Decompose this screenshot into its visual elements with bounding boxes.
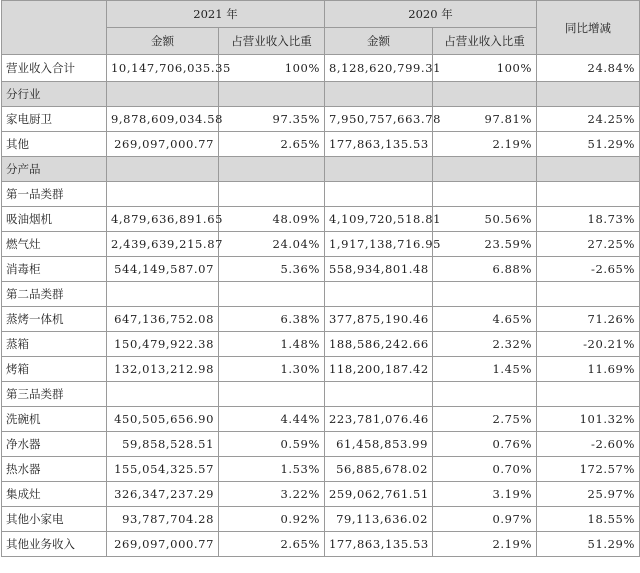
amount-2020-cell: 8,128,620,799.31	[325, 55, 433, 82]
amount-2021-cell: 269,097,000.77	[107, 132, 219, 157]
row-label: 家电厨卫	[2, 107, 107, 132]
amount-2020-cell	[325, 82, 433, 107]
share-2020-cell	[433, 382, 537, 407]
share-2020-cell: 100%	[433, 55, 537, 82]
amount-2020-cell: 4,109,720,518.81	[325, 207, 433, 232]
section-row	[2, 157, 640, 182]
header-yoy: 同比增减	[537, 1, 640, 55]
amount-2020-cell: 177,863,135.53	[325, 132, 433, 157]
table-row	[2, 307, 640, 332]
row-label: 其他	[2, 132, 107, 157]
share-2021-cell: 48.09%	[219, 207, 325, 232]
amount-2021-cell: 9,878,609,034.58	[107, 107, 219, 132]
amount-2021-cell	[107, 157, 219, 182]
amount-2020-cell: 7,950,757,663.78	[325, 107, 433, 132]
share-2020-cell: 0.76%	[433, 432, 537, 457]
share-2020-cell: 2.32%	[433, 332, 537, 357]
amount-2020-cell: 188,586,242.66	[325, 332, 433, 357]
share-2021-cell: 3.22%	[219, 482, 325, 507]
amount-2021-cell: 59,858,528.51	[107, 432, 219, 457]
share-2021-cell: 2.65%	[219, 532, 325, 557]
amount-2021-cell	[107, 82, 219, 107]
amount-2020-cell	[325, 382, 433, 407]
row-label: 分行业	[2, 82, 107, 107]
row-label: 其他业务收入	[2, 532, 107, 557]
share-2021-cell: 6.38%	[219, 307, 325, 332]
row-label: 其他小家电	[2, 507, 107, 532]
share-2021-cell	[219, 82, 325, 107]
yoy-cell: 172.57%	[537, 457, 640, 482]
amount-2021-cell: 155,054,325.57	[107, 457, 219, 482]
group-row	[2, 182, 640, 207]
group-row	[2, 382, 640, 407]
amount-2020-cell: 118,200,187.42	[325, 357, 433, 382]
amount-2021-cell: 2,439,639,215.87	[107, 232, 219, 257]
header-row-years	[2, 1, 640, 28]
row-label: 洗碗机	[2, 407, 107, 432]
amount-2021-cell	[107, 182, 219, 207]
header-blank-cell	[2, 1, 107, 55]
yoy-cell: 27.25%	[537, 232, 640, 257]
yoy-cell	[537, 382, 640, 407]
share-2020-cell: 4.65%	[433, 307, 537, 332]
header-share-2020: 占营业收入比重	[433, 28, 537, 55]
row-label: 燃气灶	[2, 232, 107, 257]
share-2020-cell: 2.19%	[433, 132, 537, 157]
table-row	[2, 482, 640, 507]
header-year-2021: 2021 年	[107, 1, 325, 28]
share-2021-cell: 97.35%	[219, 107, 325, 132]
table-row	[2, 457, 640, 482]
row-label: 蒸箱	[2, 332, 107, 357]
row-label: 净水器	[2, 432, 107, 457]
share-2020-cell	[433, 157, 537, 182]
yoy-cell: 51.29%	[537, 532, 640, 557]
amount-2021-cell	[107, 282, 219, 307]
amount-2021-cell: 269,097,000.77	[107, 532, 219, 557]
table-row	[2, 357, 640, 382]
share-2021-cell: 1.48%	[219, 332, 325, 357]
amount-2021-cell: 450,505,656.90	[107, 407, 219, 432]
table-row	[2, 132, 640, 157]
row-label: 营业收入合计	[2, 55, 107, 82]
share-2021-cell	[219, 157, 325, 182]
share-2021-cell: 5.36%	[219, 257, 325, 282]
amount-2021-cell: 93,787,704.28	[107, 507, 219, 532]
yoy-cell: 18.55%	[537, 507, 640, 532]
amount-2021-cell	[107, 382, 219, 407]
share-2021-cell: 1.30%	[219, 357, 325, 382]
row-label: 第一品类群	[2, 182, 107, 207]
yoy-cell: 11.69%	[537, 357, 640, 382]
yoy-cell	[537, 282, 640, 307]
share-2021-cell	[219, 182, 325, 207]
row-label: 蒸烤一体机	[2, 307, 107, 332]
yoy-cell: 25.97%	[537, 482, 640, 507]
yoy-cell: -20.21%	[537, 332, 640, 357]
row-label: 第三品类群	[2, 382, 107, 407]
amount-2020-cell	[325, 182, 433, 207]
table-row	[2, 507, 640, 532]
yoy-cell: -2.65%	[537, 257, 640, 282]
yoy-cell: 24.25%	[537, 107, 640, 132]
amount-2021-cell: 326,347,237.29	[107, 482, 219, 507]
table-row	[2, 207, 640, 232]
table-row	[2, 407, 640, 432]
amount-2021-cell: 544,149,587.07	[107, 257, 219, 282]
header-share-2021: 占营业收入比重	[219, 28, 325, 55]
amount-2020-cell: 558,934,801.48	[325, 257, 433, 282]
yoy-cell	[537, 157, 640, 182]
amount-2021-cell: 132,013,212.98	[107, 357, 219, 382]
section-row	[2, 82, 640, 107]
header-year-2020: 2020 年	[325, 1, 537, 28]
table-row	[2, 257, 640, 282]
yoy-cell: 101.32%	[537, 407, 640, 432]
revenue-table	[1, 0, 640, 557]
amount-2020-cell: 79,113,636.02	[325, 507, 433, 532]
row-label: 第二品类群	[2, 282, 107, 307]
table-row	[2, 432, 640, 457]
amount-2020-cell	[325, 282, 433, 307]
amount-2020-cell: 1,917,138,716.95	[325, 232, 433, 257]
header-amount-2021: 金额	[107, 28, 219, 55]
row-label: 分产品	[2, 157, 107, 182]
share-2021-cell: 24.04%	[219, 232, 325, 257]
table-row	[2, 532, 640, 557]
row-label: 烤箱	[2, 357, 107, 382]
amount-2020-cell: 259,062,761.51	[325, 482, 433, 507]
share-2021-cell: 1.53%	[219, 457, 325, 482]
amount-2021-cell: 150,479,922.38	[107, 332, 219, 357]
share-2020-cell: 23.59%	[433, 232, 537, 257]
header-amount-2020: 金额	[325, 28, 433, 55]
row-label: 消毒柜	[2, 257, 107, 282]
share-2021-cell	[219, 382, 325, 407]
amount-2021-cell: 4,879,636,891.65	[107, 207, 219, 232]
share-2020-cell: 0.70%	[433, 457, 537, 482]
row-label: 吸油烟机	[2, 207, 107, 232]
yoy-cell	[537, 82, 640, 107]
yoy-cell: 24.84%	[537, 55, 640, 82]
yoy-cell: 71.26%	[537, 307, 640, 332]
share-2021-cell	[219, 282, 325, 307]
row-label: 热水器	[2, 457, 107, 482]
amount-2021-cell: 647,136,752.08	[107, 307, 219, 332]
group-row	[2, 282, 640, 307]
table-row	[2, 232, 640, 257]
share-2020-cell: 97.81%	[433, 107, 537, 132]
row-label: 集成灶	[2, 482, 107, 507]
share-2021-cell: 0.59%	[219, 432, 325, 457]
amount-2020-cell: 377,875,190.46	[325, 307, 433, 332]
amount-2020-cell: 223,781,076.46	[325, 407, 433, 432]
yoy-cell: 51.29%	[537, 132, 640, 157]
amount-2020-cell: 56,885,678.02	[325, 457, 433, 482]
amount-2020-cell: 177,863,135.53	[325, 532, 433, 557]
share-2020-cell: 6.88%	[433, 257, 537, 282]
amount-2020-cell: 61,458,853.99	[325, 432, 433, 457]
table-body	[2, 55, 640, 557]
amount-2021-cell: 10,147,706,035.35	[107, 55, 219, 82]
yoy-cell	[537, 182, 640, 207]
share-2021-cell: 0.92%	[219, 507, 325, 532]
yoy-cell: -2.60%	[537, 432, 640, 457]
share-2021-cell: 100%	[219, 55, 325, 82]
table-row	[2, 332, 640, 357]
share-2020-cell: 50.56%	[433, 207, 537, 232]
share-2020-cell: 1.45%	[433, 357, 537, 382]
share-2020-cell	[433, 82, 537, 107]
yoy-cell: 18.73%	[537, 207, 640, 232]
share-2021-cell: 4.44%	[219, 407, 325, 432]
share-2020-cell: 2.19%	[433, 532, 537, 557]
amount-2020-cell	[325, 157, 433, 182]
share-2020-cell: 3.19%	[433, 482, 537, 507]
share-2020-cell	[433, 282, 537, 307]
share-2020-cell: 0.97%	[433, 507, 537, 532]
share-2020-cell: 2.75%	[433, 407, 537, 432]
total-row	[2, 55, 640, 82]
share-2020-cell	[433, 182, 537, 207]
table-row	[2, 107, 640, 132]
share-2021-cell: 2.65%	[219, 132, 325, 157]
